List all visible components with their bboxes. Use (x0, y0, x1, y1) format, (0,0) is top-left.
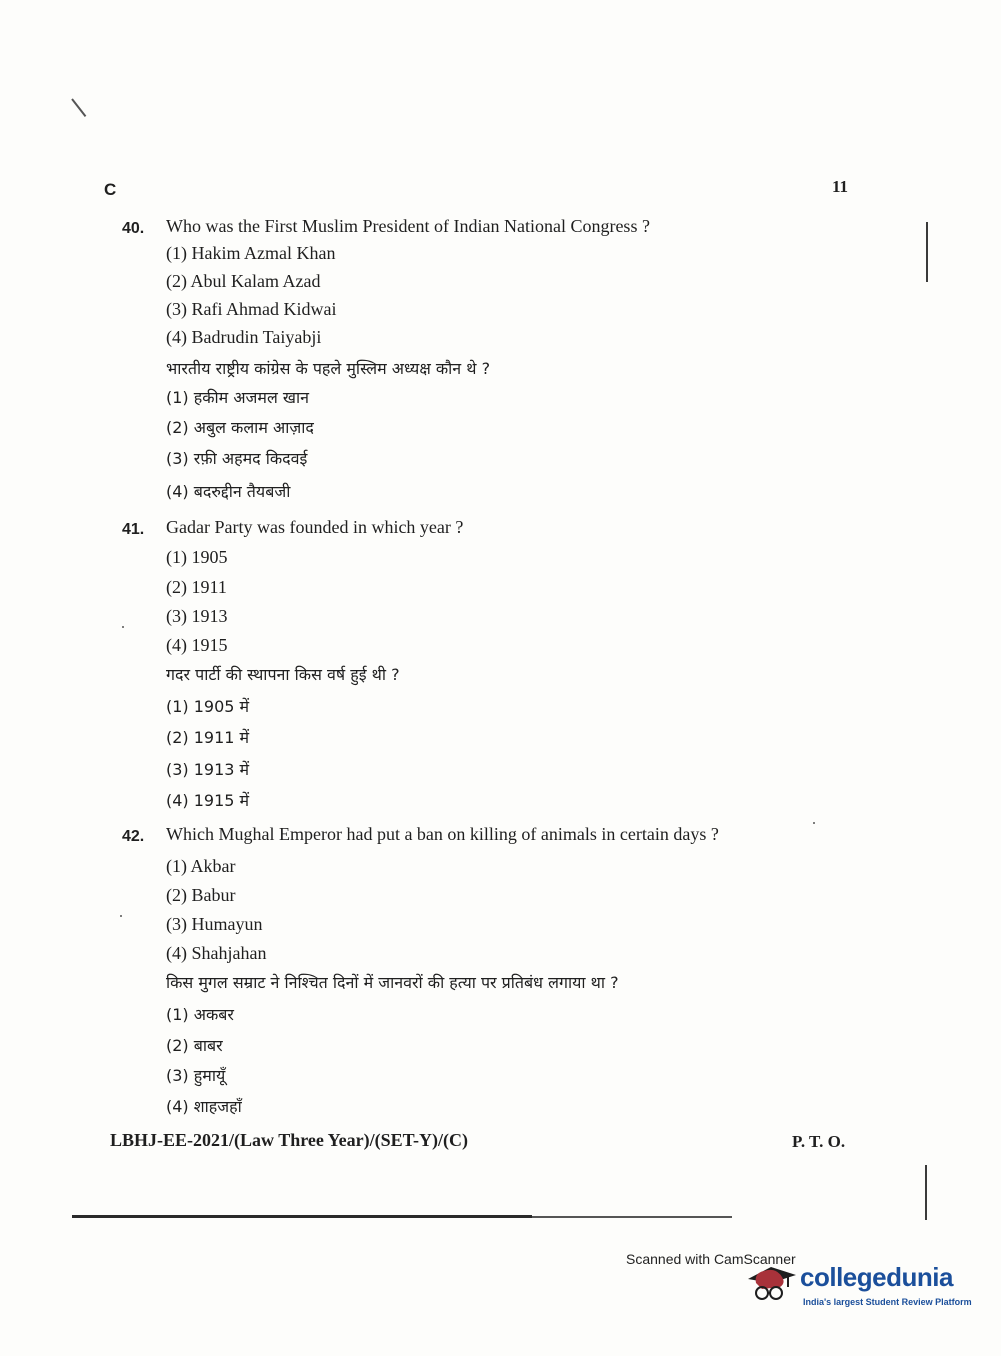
option-en: (3) Rafi Ahmad Kidwai (166, 299, 337, 319)
option-en: (1) 1905 (166, 547, 228, 567)
option-en: (4) 1915 (166, 635, 228, 655)
option-en: (3) Humayun (166, 914, 263, 934)
paper-code: LBHJ-EE-2021/(Law Three Year)/(SET-Y)/(C) (110, 1130, 468, 1150)
question-number: 40. (122, 220, 145, 237)
question-text-hi: गदर पार्टी की स्थापना किस वर्ष हुई थी ? (166, 665, 400, 684)
bottom-rule-faint (532, 1216, 732, 1218)
option-hi: (2) 1911 में (166, 728, 250, 747)
question-text-hi: भारतीय राष्ट्रीय कांग्रेस के पहले मुस्लिम अध्यक्ष कौन थे ? (166, 359, 491, 378)
option-en: (4) Shahjahan (166, 943, 267, 963)
option-hi: (2) बाबर (166, 1036, 223, 1055)
question-number: 42. (122, 828, 145, 845)
set-letter: C (104, 180, 117, 199)
question-text-en: Who was the First Muslim President of Indian National Congress ? (166, 216, 650, 236)
question-number: 41. (122, 521, 145, 538)
option-en: (2) Abul Kalam Azad (166, 271, 321, 291)
question-text-hi: किस मुगल सम्राट ने निश्चित दिनों में जानवरों की हत्या पर प्रतिबंध लगाया था ? (166, 973, 619, 992)
option-hi: (3) 1913 में (166, 760, 250, 779)
collegedunia-mascot-icon (742, 1253, 800, 1305)
question-text-en: Gadar Party was founded in which year ? (166, 517, 464, 537)
option-hi: (1) 1905 में (166, 697, 250, 716)
right-edge-line (925, 1165, 927, 1220)
page-number: 11 (832, 177, 849, 196)
scan-speck (813, 822, 815, 824)
option-en: (4) Badrudin Taiyabji (166, 327, 322, 347)
collegedunia-tagline: India's largest Student Review Platform (803, 1297, 972, 1307)
option-en: (1) Hakim Azmal Khan (166, 243, 336, 263)
please-turn-over: P. T. O. (792, 1132, 846, 1151)
scan-artifact-stroke (71, 98, 86, 117)
right-margin-line (926, 222, 928, 282)
option-hi: (1) हकीम अजमल खान (166, 388, 310, 407)
scan-speck (120, 915, 122, 917)
option-en: (2) Babur (166, 885, 236, 905)
option-hi: (3) हुमायूँ (166, 1066, 226, 1085)
camscanner-watermark: Scanned with CamScanner (626, 1251, 796, 1267)
option-en: (2) 1911 (166, 577, 227, 597)
option-en: (1) Akbar (166, 856, 236, 876)
question-text-en: Which Mughal Emperor had put a ban on killing of animals in certain days ? (166, 824, 719, 844)
option-hi: (2) अबुल कलाम आज़ाद (166, 418, 314, 437)
bottom-rule (72, 1215, 532, 1218)
option-hi: (3) रफ़ी अहमद किदवई (166, 449, 308, 468)
collegedunia-logo-text: collegedunia (800, 1262, 953, 1292)
option-hi: (4) शाहजहाँ (166, 1097, 242, 1116)
option-en: (3) 1913 (166, 606, 228, 626)
option-hi: (1) अकबर (166, 1005, 234, 1024)
scan-speck (122, 626, 124, 628)
option-hi: (4) 1915 में (166, 791, 250, 810)
option-hi: (4) बदरुद्दीन तैयबजी (166, 482, 291, 501)
